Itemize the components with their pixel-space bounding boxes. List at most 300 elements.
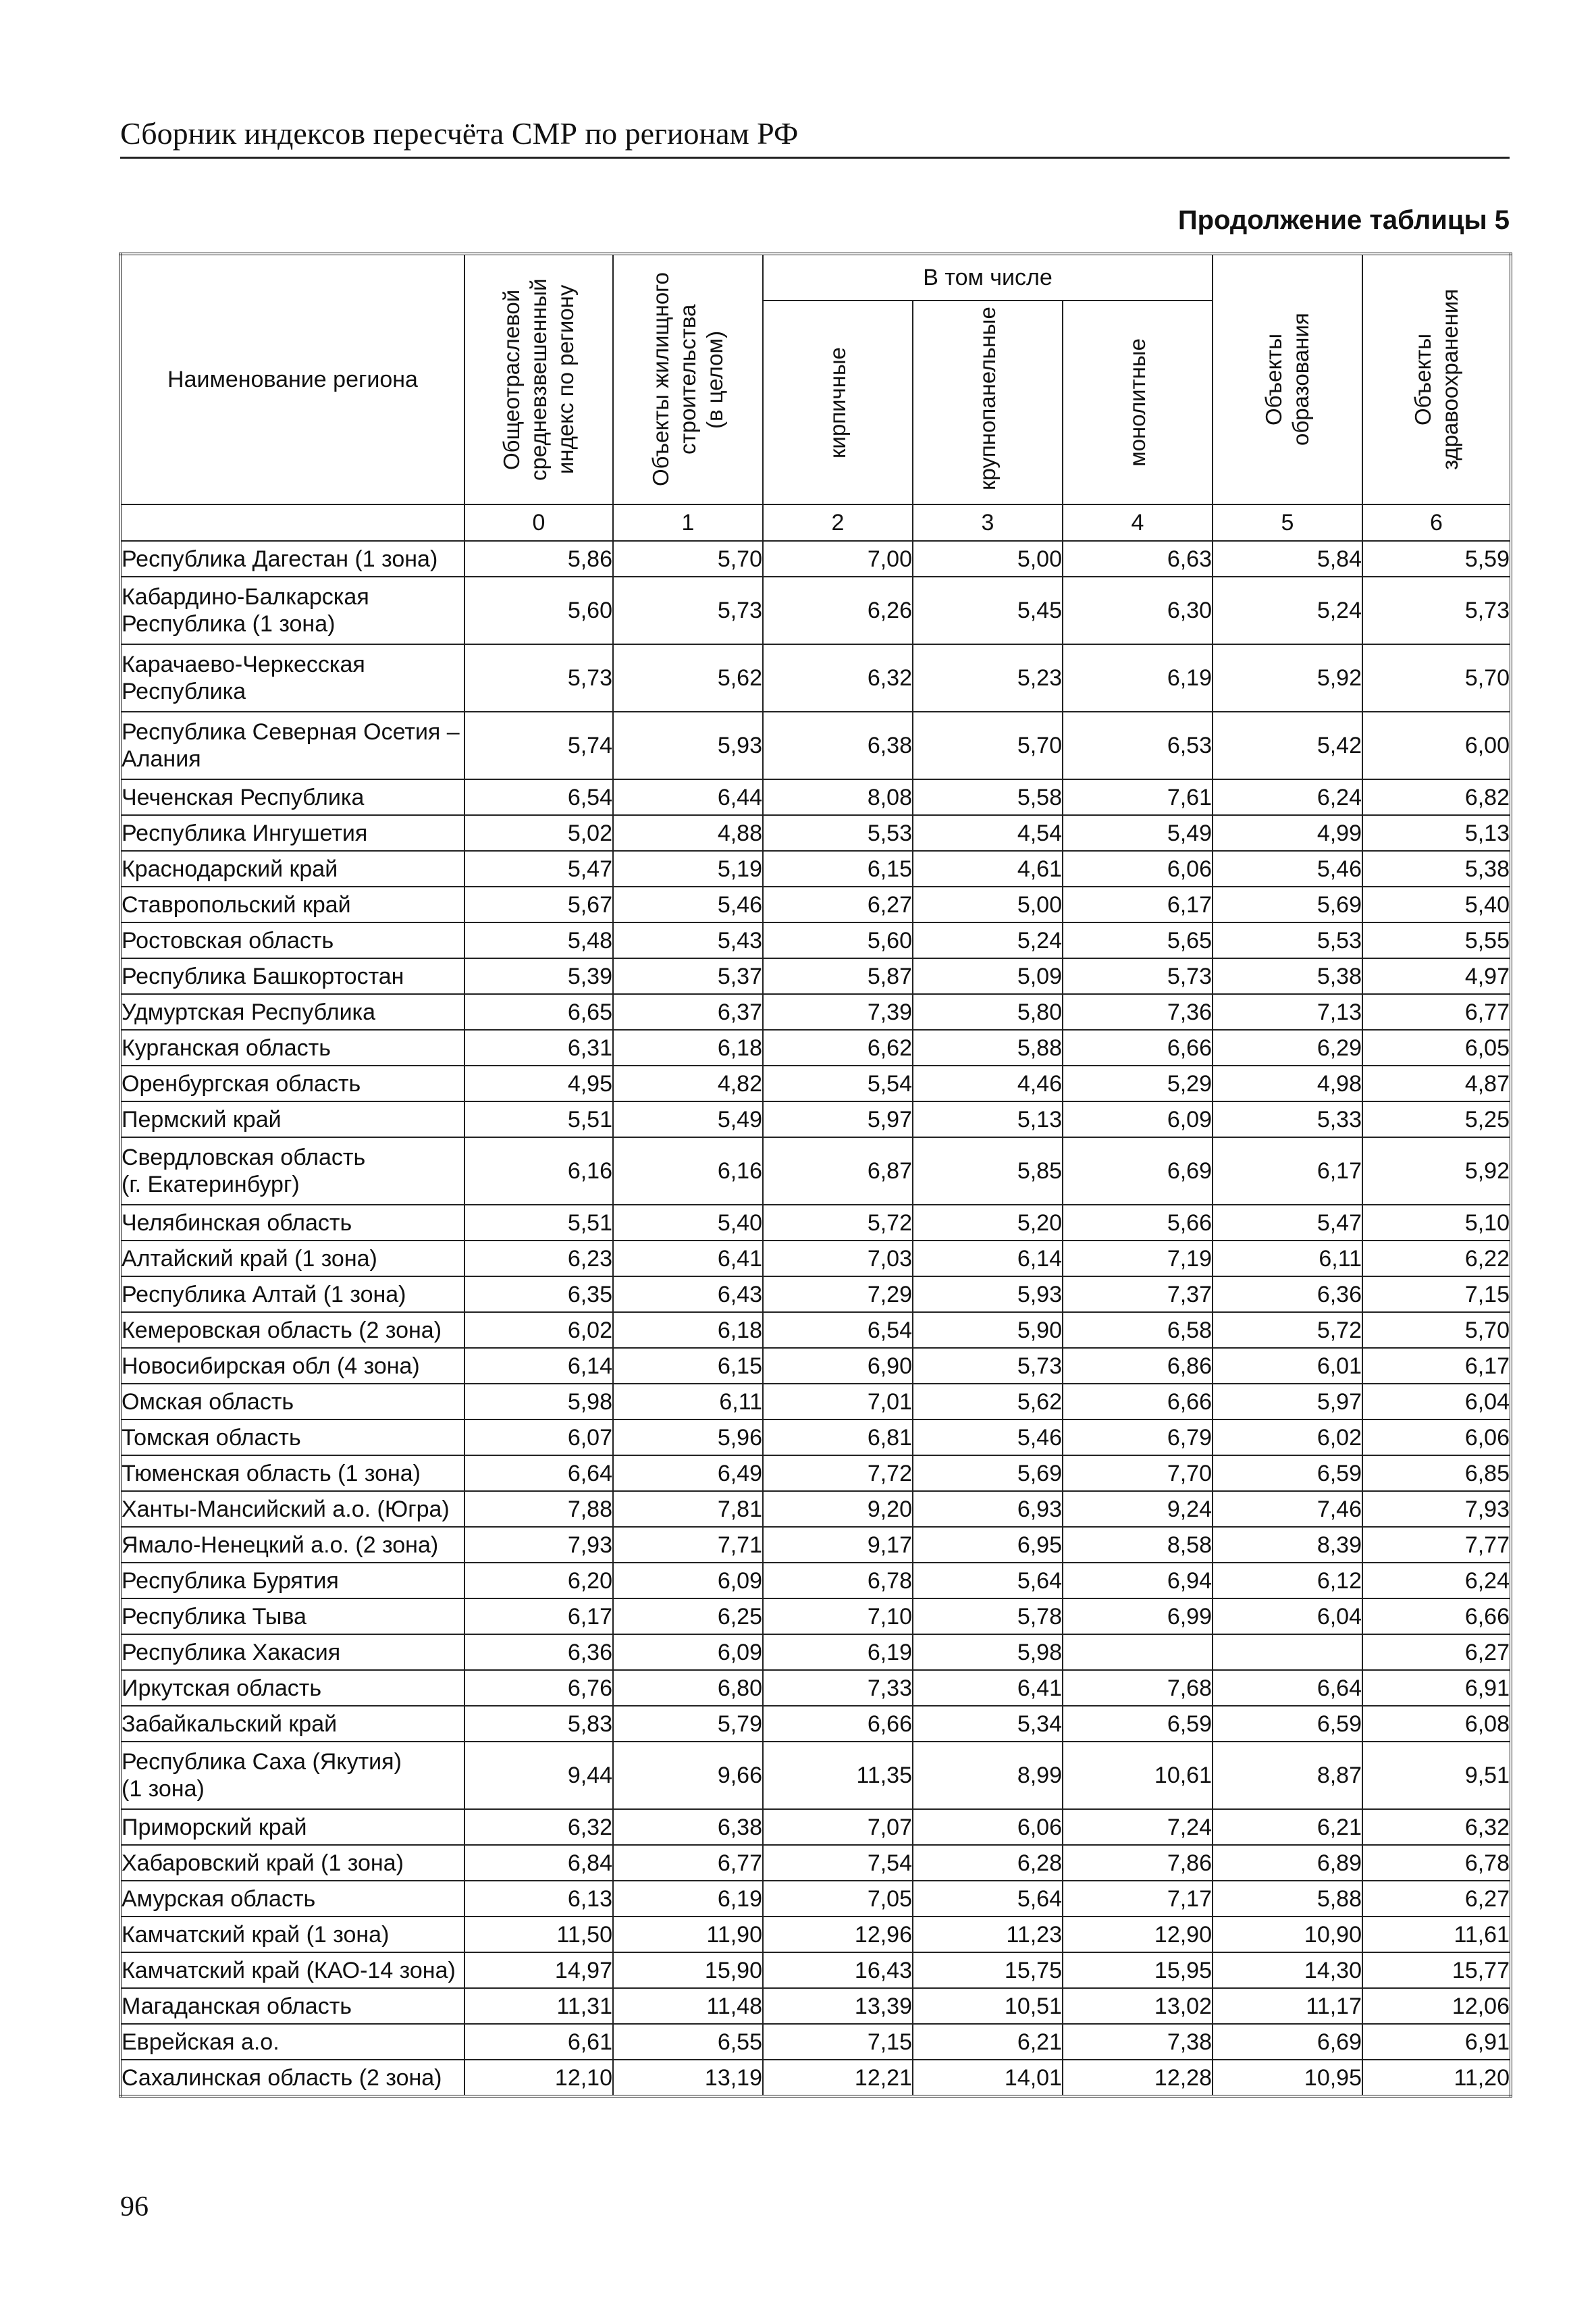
table-row (120, 1101, 1511, 1137)
index-value-col0: 6,20 (464, 1563, 613, 1598)
index-value-col5: 5,92 (1213, 644, 1362, 712)
index-value-col4: 6,63 (1063, 541, 1213, 577)
index-value-col5: 5,33 (1213, 1101, 1362, 1137)
index-value-col2: 7,15 (763, 2024, 913, 2060)
index-value-col0: 5,60 (464, 577, 613, 644)
index-value-col4: 6,30 (1063, 577, 1213, 644)
index-value-col0: 5,67 (464, 887, 613, 922)
index-value-col1: 4,82 (613, 1066, 763, 1101)
table-row (120, 887, 1511, 922)
table-row (120, 922, 1511, 958)
index-value-col6: 4,87 (1362, 1066, 1511, 1101)
index-value-col6: 6,27 (1362, 1881, 1511, 1917)
region-name: Пермский край (120, 1101, 464, 1137)
region-name: Камчатский край (1 зона) (120, 1917, 464, 1952)
index-value-col6: 6,24 (1362, 1563, 1511, 1598)
region-name: Курганская область (120, 1030, 464, 1066)
index-value-col3: 5,64 (913, 1881, 1063, 1917)
region-name: Республика Алтай (1 зона) (120, 1276, 464, 1312)
region-name: Омская область (120, 1384, 464, 1419)
index-value-col4: 5,65 (1063, 922, 1213, 958)
table-row (120, 815, 1511, 851)
index-value-col0: 6,14 (464, 1348, 613, 1384)
index-value-col6: 6,05 (1362, 1030, 1511, 1066)
index-table (119, 253, 1512, 2097)
table-row (120, 1634, 1511, 1670)
index-value-col1: 6,25 (613, 1598, 763, 1634)
index-value-col2: 9,17 (763, 1527, 913, 1563)
index-value-col5: 5,72 (1213, 1312, 1362, 1348)
column-number: 2 (763, 504, 913, 541)
region-name: Оренбургская область (120, 1066, 464, 1101)
table-row (120, 541, 1511, 577)
index-value-col0: 6,35 (464, 1276, 613, 1312)
index-value-col6: 12,06 (1362, 1988, 1511, 2024)
index-value-col3: 4,61 (913, 851, 1063, 887)
index-value-col1: 5,43 (613, 922, 763, 958)
index-value-col6: 6,66 (1362, 1598, 1511, 1634)
index-value-col2: 6,81 (763, 1419, 913, 1455)
index-value-col2: 11,35 (763, 1742, 913, 1809)
index-value-col1: 5,96 (613, 1419, 763, 1455)
index-value-col0: 5,39 (464, 958, 613, 994)
index-value-col0: 5,73 (464, 644, 613, 712)
region-name: Ставропольский край (120, 887, 464, 922)
index-value-col2: 7,05 (763, 1881, 913, 1917)
column-number: 5 (1213, 504, 1362, 541)
index-value-col1: 6,09 (613, 1563, 763, 1598)
index-value-col2: 6,78 (763, 1563, 913, 1598)
index-value-col6: 5,40 (1362, 887, 1511, 922)
index-value-col1: 6,16 (613, 1137, 763, 1205)
index-value-col1: 6,19 (613, 1881, 763, 1917)
table-row (120, 1491, 1511, 1527)
table-row (120, 994, 1511, 1030)
index-value-col1: 5,93 (613, 712, 763, 779)
region-name: Республика Бурятия (120, 1563, 464, 1598)
column-number-row (120, 504, 1511, 541)
index-value-col0: 5,98 (464, 1384, 613, 1419)
index-value-col5: 6,59 (1213, 1706, 1362, 1742)
index-value-col0: 5,51 (464, 1101, 613, 1137)
header-col3 (913, 301, 1063, 504)
index-value-col0: 5,83 (464, 1706, 613, 1742)
index-value-col3: 5,34 (913, 1706, 1063, 1742)
index-value-col3: 5,23 (913, 644, 1063, 712)
header-col6-text: Объекты здравоохранения (1410, 288, 1462, 471)
header-col0 (464, 254, 613, 504)
index-value-col4: 5,49 (1063, 815, 1213, 851)
index-value-col3: 5,20 (913, 1205, 1063, 1241)
table-row (120, 2060, 1511, 2096)
index-value-col3: 6,06 (913, 1809, 1063, 1845)
index-value-col5: 14,30 (1213, 1952, 1362, 1988)
region-name: Республика Хакасия (120, 1634, 464, 1670)
index-value-col0: 9,44 (464, 1742, 613, 1809)
index-value-col1: 15,90 (613, 1952, 763, 1988)
index-value-col6: 6,32 (1362, 1809, 1511, 1845)
index-value-col2: 7,00 (763, 541, 913, 577)
index-value-col6: 7,15 (1362, 1276, 1511, 1312)
index-value-col3: 5,98 (913, 1634, 1063, 1670)
index-value-col0: 6,36 (464, 1634, 613, 1670)
index-value-col6: 5,70 (1362, 644, 1511, 712)
index-value-col4: 15,95 (1063, 1952, 1213, 1988)
index-value-col0: 5,74 (464, 712, 613, 779)
index-value-col0: 14,97 (464, 1952, 613, 1988)
index-value-col6: 6,91 (1362, 1670, 1511, 1706)
index-value-col5: 7,46 (1213, 1491, 1362, 1527)
table-row (120, 851, 1511, 887)
index-value-col3: 5,93 (913, 1276, 1063, 1312)
index-value-col4: 5,66 (1063, 1205, 1213, 1241)
index-value-col1: 6,09 (613, 1634, 763, 1670)
index-value-col2: 6,19 (763, 1634, 913, 1670)
index-value-col1: 6,18 (613, 1312, 763, 1348)
index-value-col5: 5,69 (1213, 887, 1362, 922)
index-value-col5: 7,13 (1213, 994, 1362, 1030)
index-value-col4: 13,02 (1063, 1988, 1213, 2024)
index-value-col6: 4,97 (1362, 958, 1511, 994)
index-value-col2: 12,21 (763, 2060, 913, 2096)
index-value-col3: 5,70 (913, 712, 1063, 779)
region-name: Ханты-Мансийский а.о. (Югра) (120, 1491, 464, 1527)
region-name: Сахалинская область (2 зона) (120, 2060, 464, 2096)
index-value-col2: 7,07 (763, 1809, 913, 1845)
index-value-col1: 5,19 (613, 851, 763, 887)
index-value-col4 (1063, 1634, 1213, 1670)
index-value-col6: 9,51 (1362, 1742, 1511, 1809)
index-value-col3: 6,93 (913, 1491, 1063, 1527)
index-value-col6: 6,27 (1362, 1634, 1511, 1670)
column-number: 6 (1362, 504, 1511, 541)
index-value-col0: 5,86 (464, 541, 613, 577)
index-value-col5: 5,88 (1213, 1881, 1362, 1917)
index-value-col6: 5,92 (1362, 1137, 1511, 1205)
index-value-col5: 6,24 (1213, 779, 1362, 815)
region-name: Республика Тыва (120, 1598, 464, 1634)
region-name: Камчатский край (КАО-14 зона) (120, 1952, 464, 1988)
index-value-col3: 5,62 (913, 1384, 1063, 1419)
index-value-col5: 6,01 (1213, 1348, 1362, 1384)
index-value-col3: 14,01 (913, 2060, 1063, 2096)
index-value-col2: 7,10 (763, 1598, 913, 1634)
header-col6 (1362, 254, 1511, 504)
index-value-col6: 7,77 (1362, 1527, 1511, 1563)
table-row (120, 1706, 1511, 1742)
column-number: 4 (1063, 504, 1213, 541)
table-row (120, 1845, 1511, 1881)
index-value-col2: 6,15 (763, 851, 913, 887)
index-value-col3: 5,90 (913, 1312, 1063, 1348)
index-value-col1: 6,37 (613, 994, 763, 1030)
index-value-col5: 6,17 (1213, 1137, 1362, 1205)
index-value-col5: 8,87 (1213, 1742, 1362, 1809)
table-row (120, 644, 1511, 712)
table-row (120, 1455, 1511, 1491)
index-value-col2: 6,66 (763, 1706, 913, 1742)
index-value-col3: 5,80 (913, 994, 1063, 1030)
index-value-col5: 5,53 (1213, 922, 1362, 958)
index-value-col6: 7,93 (1362, 1491, 1511, 1527)
index-value-col4: 7,37 (1063, 1276, 1213, 1312)
index-value-col4: 7,38 (1063, 2024, 1213, 2060)
index-value-col2: 5,54 (763, 1066, 913, 1101)
index-value-col2: 5,87 (763, 958, 913, 994)
table-row (120, 2024, 1511, 2060)
index-value-col1: 11,48 (613, 1988, 763, 2024)
table-row (120, 1670, 1511, 1706)
index-value-col0: 6,76 (464, 1670, 613, 1706)
index-value-col5: 10,95 (1213, 2060, 1362, 2096)
index-value-col6: 5,25 (1362, 1101, 1511, 1137)
index-value-col6: 6,04 (1362, 1384, 1511, 1419)
index-value-col1: 9,66 (613, 1742, 763, 1809)
index-value-col2: 6,62 (763, 1030, 913, 1066)
index-value-col3: 5,73 (913, 1348, 1063, 1384)
index-value-col6: 5,38 (1362, 851, 1511, 887)
table-row (120, 1312, 1511, 1348)
index-value-col5: 8,39 (1213, 1527, 1362, 1563)
index-value-col6: 11,20 (1362, 2060, 1511, 2096)
index-value-col3: 10,51 (913, 1988, 1063, 2024)
region-name: Республика Северная Осетия – Алания (120, 712, 464, 779)
index-value-col2: 7,29 (763, 1276, 913, 1312)
header-col4-text: монолитные (1125, 338, 1150, 467)
index-value-col1: 11,90 (613, 1917, 763, 1952)
index-value-col1: 5,62 (613, 644, 763, 712)
table-body (120, 541, 1511, 2096)
index-value-col2: 7,33 (763, 1670, 913, 1706)
index-value-col2: 7,39 (763, 994, 913, 1030)
region-name: Свердловская область (г. Екатеринбург) (120, 1137, 464, 1205)
index-value-col4: 12,90 (1063, 1917, 1213, 1952)
index-value-col4: 7,19 (1063, 1241, 1213, 1276)
index-value-col3: 6,21 (913, 2024, 1063, 2060)
index-value-col1: 6,77 (613, 1845, 763, 1881)
index-value-col4: 6,66 (1063, 1030, 1213, 1066)
index-value-col2: 7,03 (763, 1241, 913, 1276)
index-value-col1: 6,43 (613, 1276, 763, 1312)
index-value-col4: 6,53 (1063, 712, 1213, 779)
index-value-col1: 5,46 (613, 887, 763, 922)
index-value-col3: 5,85 (913, 1137, 1063, 1205)
index-value-col2: 6,26 (763, 577, 913, 644)
index-value-col1: 5,79 (613, 1706, 763, 1742)
header-col5 (1213, 254, 1362, 504)
index-value-col0: 6,02 (464, 1312, 613, 1348)
index-value-col1: 4,88 (613, 815, 763, 851)
index-value-col5: 5,47 (1213, 1205, 1362, 1241)
index-value-col4: 7,70 (1063, 1455, 1213, 1491)
index-value-col4: 6,86 (1063, 1348, 1213, 1384)
index-value-col3: 11,23 (913, 1917, 1063, 1952)
index-value-col0: 6,61 (464, 2024, 613, 2060)
index-value-col0: 5,02 (464, 815, 613, 851)
index-value-col1: 6,38 (613, 1809, 763, 1845)
index-value-col0: 7,88 (464, 1491, 613, 1527)
column-number-blank (120, 504, 464, 541)
index-value-col1: 6,55 (613, 2024, 763, 2060)
index-value-col4: 6,79 (1063, 1419, 1213, 1455)
index-value-col2: 13,39 (763, 1988, 913, 2024)
index-value-col4: 6,09 (1063, 1101, 1213, 1137)
index-value-col0: 6,32 (464, 1809, 613, 1845)
region-name: Кемеровская область (2 зона) (120, 1312, 464, 1348)
table-row (120, 1742, 1511, 1809)
index-value-col5: 6,12 (1213, 1563, 1362, 1598)
region-name: Республика Саха (Якутия) (1 зона) (120, 1742, 464, 1809)
index-value-col6: 5,10 (1362, 1205, 1511, 1241)
index-value-col1: 6,11 (613, 1384, 763, 1419)
index-value-col0: 6,54 (464, 779, 613, 815)
index-value-col2: 9,20 (763, 1491, 913, 1527)
index-value-col0: 6,07 (464, 1419, 613, 1455)
index-value-col4: 10,61 (1063, 1742, 1213, 1809)
table-row (120, 1809, 1511, 1845)
table-row (120, 1030, 1511, 1066)
index-value-col5: 5,38 (1213, 958, 1362, 994)
index-value-col1: 6,49 (613, 1455, 763, 1491)
index-value-col2: 5,97 (763, 1101, 913, 1137)
index-value-col1: 13,19 (613, 2060, 763, 2096)
index-value-col4: 7,61 (1063, 779, 1213, 815)
index-value-col1: 6,80 (613, 1670, 763, 1706)
index-value-col2: 6,32 (763, 644, 913, 712)
index-value-col4: 7,36 (1063, 994, 1213, 1030)
index-value-col5: 6,89 (1213, 1845, 1362, 1881)
index-value-col2: 6,38 (763, 712, 913, 779)
index-value-col0: 6,31 (464, 1030, 613, 1066)
index-value-col0: 4,95 (464, 1066, 613, 1101)
table-row (120, 577, 1511, 644)
table-row (120, 1205, 1511, 1241)
table-row (120, 1952, 1511, 1988)
header-col1-text: Объекты жилищного строительства (в целом) (648, 272, 727, 487)
index-value-col5: 6,69 (1213, 2024, 1362, 2060)
index-value-col6: 6,17 (1362, 1348, 1511, 1384)
index-value-col5: 6,36 (1213, 1276, 1362, 1312)
table-row (120, 958, 1511, 994)
index-value-col2: 7,54 (763, 1845, 913, 1881)
index-value-col1: 6,41 (613, 1241, 763, 1276)
index-value-col0: 6,17 (464, 1598, 613, 1634)
index-value-col5: 10,90 (1213, 1917, 1362, 1952)
index-value-col3: 5,09 (913, 958, 1063, 994)
index-value-col1: 7,81 (613, 1491, 763, 1527)
region-name: Чеченская Республика (120, 779, 464, 815)
table-row (120, 1276, 1511, 1312)
index-value-col3: 5,64 (913, 1563, 1063, 1598)
index-value-col5: 5,84 (1213, 541, 1362, 577)
table-row (120, 1563, 1511, 1598)
index-value-col6: 6,78 (1362, 1845, 1511, 1881)
index-value-col6: 15,77 (1362, 1952, 1511, 1988)
index-value-col2: 8,08 (763, 779, 913, 815)
index-value-col4: 6,17 (1063, 887, 1213, 922)
column-number: 0 (464, 504, 613, 541)
index-value-col6: 6,22 (1362, 1241, 1511, 1276)
region-name: Еврейская а.о. (120, 2024, 464, 2060)
index-value-col2: 6,90 (763, 1348, 913, 1384)
region-name: Кабардино-Балкарская Республика (1 зона) (120, 577, 464, 644)
index-value-col6: 6,08 (1362, 1706, 1511, 1742)
region-name: Забайкальский край (120, 1706, 464, 1742)
table-row (120, 1066, 1511, 1101)
index-value-col4: 12,28 (1063, 2060, 1213, 2096)
index-value-col1: 5,40 (613, 1205, 763, 1241)
index-value-col3: 6,41 (913, 1670, 1063, 1706)
region-name: Магаданская область (120, 1988, 464, 2024)
index-value-col5: 6,21 (1213, 1809, 1362, 1845)
table-row (120, 1988, 1511, 2024)
index-value-col0: 7,93 (464, 1527, 613, 1563)
header-group: В том числе (763, 254, 1213, 301)
index-value-col3: 6,95 (913, 1527, 1063, 1563)
region-name: Удмуртская Республика (120, 994, 464, 1030)
index-value-col4: 6,66 (1063, 1384, 1213, 1419)
region-name: Краснодарский край (120, 851, 464, 887)
table-row (120, 1137, 1511, 1205)
index-value-col0: 11,31 (464, 1988, 613, 2024)
region-name: Амурская область (120, 1881, 464, 1917)
index-value-col4: 6,69 (1063, 1137, 1213, 1205)
index-value-col6: 11,61 (1362, 1917, 1511, 1952)
index-value-col3: 5,13 (913, 1101, 1063, 1137)
index-value-col2: 6,87 (763, 1137, 913, 1205)
index-value-col6: 5,55 (1362, 922, 1511, 958)
index-value-col4: 5,73 (1063, 958, 1213, 994)
index-value-col4: 9,24 (1063, 1491, 1213, 1527)
index-value-col1: 6,44 (613, 779, 763, 815)
index-value-col5: 4,98 (1213, 1066, 1362, 1101)
index-value-col0: 6,84 (464, 1845, 613, 1881)
index-value-col3: 15,75 (913, 1952, 1063, 1988)
index-value-col2: 7,01 (763, 1384, 913, 1419)
table-row (120, 1348, 1511, 1384)
region-name: Новосибирская обл (4 зона) (120, 1348, 464, 1384)
region-name: Карачаево-Черкесская Республика (120, 644, 464, 712)
index-value-col0: 6,16 (464, 1137, 613, 1205)
table-row (120, 712, 1511, 779)
region-name: Томская область (120, 1419, 464, 1455)
header-col5-text: Объекты образования (1261, 313, 1313, 446)
index-value-col5: 6,04 (1213, 1598, 1362, 1634)
table-row (120, 1419, 1511, 1455)
index-value-col5: 6,11 (1213, 1241, 1362, 1276)
header-col2 (763, 301, 913, 504)
index-value-col6: 6,85 (1362, 1455, 1511, 1491)
index-value-col2: 6,27 (763, 887, 913, 922)
index-value-col1: 5,37 (613, 958, 763, 994)
index-value-col6: 6,06 (1362, 1419, 1511, 1455)
column-number: 3 (913, 504, 1063, 541)
header-col4 (1063, 301, 1213, 504)
index-value-col3: 4,54 (913, 815, 1063, 851)
index-value-col5: 11,17 (1213, 1988, 1362, 2024)
index-value-col6: 6,82 (1362, 779, 1511, 815)
table-row (120, 1384, 1511, 1419)
index-value-col4: 7,24 (1063, 1809, 1213, 1845)
header-col3-text: крупнопанельные (975, 307, 1000, 490)
page-number: 96 (120, 2191, 149, 2222)
index-value-col6: 5,13 (1362, 815, 1511, 851)
index-value-col4: 8,58 (1063, 1527, 1213, 1563)
region-name: Хабаровский край (1 зона) (120, 1845, 464, 1881)
index-value-col5: 4,99 (1213, 815, 1362, 851)
index-value-col5: 6,59 (1213, 1455, 1362, 1491)
table-row (120, 1598, 1511, 1634)
